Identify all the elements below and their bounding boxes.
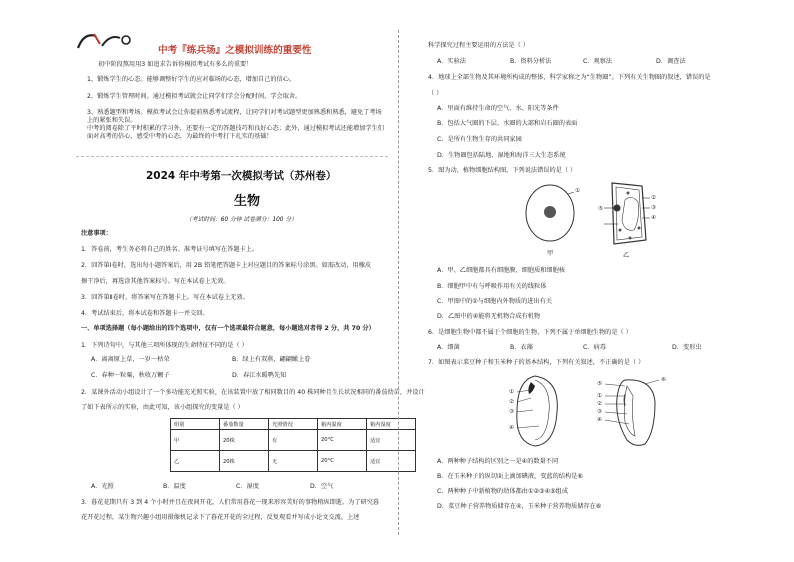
cell-mark-2: ② (651, 195, 656, 201)
q4-option-c: C．是所有生物生存的共同家园 (437, 136, 522, 143)
q7-option-b: B．在玉米种子的纵切面上滴加碘液，变蓝的结构是⑥ (437, 473, 583, 480)
seed-mark-r3: ③ (597, 409, 602, 415)
q2-option-a: A．光照 (91, 483, 114, 490)
q4-option-d: D．生物圈包括陆地、湿地和海洋三大生态系统 (437, 152, 566, 159)
q3-stem-1: 3．暮花花期只有 3 到 4 个小时并且在夜间开花，人们常用暮花一现来形容美好的事物稍纵即逝。为了研究暮 (81, 499, 380, 506)
seed-mark-l2: ② (509, 399, 514, 405)
q2-option-c: C．湿度 (236, 483, 259, 490)
q2-stem-1: 2．某课外活动小组设计了一个多功能充光照实验，在该装置中放了相同数目的 40 株同种且生长状况相同的番茄幼苗，并设计 (81, 389, 425, 396)
table-row (171, 430, 416, 451)
intro-p3: 3、熟悉题型和考场。模拟考试会让你提前熟悉考试流程，让同学们对考试题型更加熟悉和熟悉，避免了考场上的紧张和失误。 (87, 109, 382, 124)
q1-option-d: D．春江水暖鸭先知 (232, 372, 287, 379)
cell-mark-1: ① (575, 188, 580, 194)
table-header: 光照情况 (269, 419, 318, 430)
table-cell: 适宜 (367, 451, 416, 472)
q7-option-c: C．两种种子中新植物的幼体都由①②③④⑤组成 (437, 488, 569, 495)
intro-p4: 中考的阅卷除了平时积累的学习外，还要有一定的答题技巧和良好心态；此外，通过模拟考试还能增加学生们面对高考的信心，感受中考的心态，为最终的中考打下扎实的基础！ (87, 125, 384, 140)
q7-option-a: A．两种种子结构的区别之一是④的数量不同 (437, 458, 559, 465)
table-cell: 无 (269, 451, 318, 472)
q6-option-b: B．衣藻 (510, 344, 533, 351)
cell-mark-3: ③ (651, 205, 656, 211)
table-cell: 20°C (318, 451, 367, 472)
table-cell: 适宜 (367, 430, 416, 451)
notice-2b: 擦干净后，再选涂其他答案标号。写在本试卷上无效。 (81, 278, 230, 285)
q5-option-a: A．甲、乙细胞都具有细胞膜、细胞质和细胞核 (437, 267, 565, 274)
table-cell: 乙 (171, 451, 220, 472)
notice-2: 2．回答第Ⅰ卷时，选出每小题答案后，用 2B 铅笔把答题卡上对应题目的答案标号涂黑。如需改动，用橡皮 (81, 262, 372, 269)
q2-table (170, 418, 416, 472)
column-divider (398, 30, 399, 535)
q5-option-d: D．乙图中的④能将无机物合成有机物 (437, 313, 541, 320)
cell-label-yi: 乙 (623, 252, 630, 259)
q7-option-d: D．菜豆种子营养物质储存在④，玉米种子营养物质储存在⑥ (437, 503, 602, 510)
notice-4: 4．考试结束后，将本试卷和答题卡一并交回。 (81, 310, 209, 317)
animal-cell (526, 185, 574, 241)
exam-meta: （考试时间：60 分钟 试卷满分：100 分） (186, 217, 297, 223)
table-header-row (171, 419, 416, 430)
table-header: 组别 (171, 419, 220, 430)
q7-stem: 7．如图表示菜豆种子和玉米种子的基本结构，下列有关叙述，不正确的是（ ） (428, 359, 645, 366)
cell-mark-5: ⑤ (598, 206, 603, 212)
q5-option-c: C．甲图中的①与细胞内外物质的进出有关 (437, 298, 553, 305)
table-cell: 20株 (220, 430, 269, 451)
q4-option-a: A．里面有维持生命的空气、水、阳光等条件 (437, 105, 559, 112)
cell-diagram (520, 178, 670, 263)
table-cell: 有 (269, 430, 318, 451)
q3-stem-2: 花开花过程，某生物兴趣小组用摄像机记录下了暮花开花的全过程，反复观看并写成小论文交流，上述 (81, 514, 360, 521)
q1-option-c: C．春种一粒粟，秋收万颗子 (91, 372, 170, 379)
q4-stem-2: （ ） (428, 90, 443, 97)
q5-stem: 5．图为动、植物细胞结构图，下列说法错误的是（ ） (428, 167, 577, 174)
q3-option-b: B．资料分析法 (510, 58, 552, 65)
q5-option-b: B．细胞甲中有与呼吸作用有关的线粒体 (437, 283, 547, 290)
table-header: 箱内温度 (318, 419, 367, 430)
intro-lead: 初中阶段熬用用3 如追求告诉你模拟考试有多么的重要！ (98, 61, 253, 68)
notice-title: 注意事项： (81, 230, 112, 237)
cell-mark-4: ④ (651, 215, 656, 221)
corn-seed (617, 380, 655, 445)
q3-tail: 科学探究过程主要运用的方法是（ ） (428, 42, 529, 49)
seed-mark-l4: ④ (509, 425, 514, 431)
seed-mark-6: ⑥ (661, 377, 666, 383)
q1-stem: 1．下列诗句中，与其他三项所体现的生命特征不同的是（ ） (81, 342, 248, 349)
exam-title: 2024 年中考第一次模拟考试（苏州卷） (146, 170, 337, 182)
q4-stem-1: 4．地球上全部生物及其环境所构成的整体，科学家称之为“生物圈”。下列有关生物圈的叙述，错误的是 (428, 74, 711, 81)
seed-mark-r5: ⑤ (597, 381, 602, 387)
q3-option-c: C．观察法 (583, 58, 613, 65)
q3-option-a: A．实验法 (437, 58, 466, 65)
table-row (171, 451, 416, 472)
exam-subject: 生物 (234, 194, 261, 209)
q1-option-a: A．离离原上草，一岁一枯荣 (91, 356, 170, 363)
cell-label-jia: 甲 (547, 250, 554, 257)
intro-p2: 2、锻炼学生管理时间。通过模拟考试就会让同学们学会分配时间，学会取舍。 (87, 93, 302, 100)
q6-stem: 6．是细胞生物中都不属于个细胞的生物，下列不属于单细胞生物的是（ ） (428, 329, 632, 336)
q6-option-d: D．变形虫 (672, 344, 702, 351)
seed-diagram (505, 372, 675, 452)
q4-option-b: B．包括大气圈的下层、水圈的大部和岩石圈的表面 (437, 120, 578, 127)
brand-tagline: 中考『练兵场』之模拟训练的重要性 (158, 45, 312, 56)
q6-option-a: A．细菌 (437, 344, 460, 351)
q1-option-b: B．绿上有双燕，翩翩瞰上眷 (232, 356, 311, 363)
table-cell: 20株 (220, 451, 269, 472)
notice-3: 3．回答第Ⅱ卷时，将答案写在答题卡上。写在本试卷上无效。 (81, 294, 249, 301)
table-cell: 20°C (318, 430, 367, 451)
table-header: 箱内湿度 (367, 419, 416, 430)
table-header: 番茄数量 (220, 419, 269, 430)
notice-1: 1．答卷前，考生务必将自己的姓名、准考证号填写在答题卡上。 (81, 246, 259, 253)
intro-p1: 1、锻炼学生的心态。能够调整好学生的应对临场的心态，增加自己的信心。 (87, 76, 296, 83)
plant-cell (612, 183, 646, 244)
seed-mark-l3: ③ (509, 409, 514, 415)
q3-option-d: D．调查法 (656, 58, 686, 65)
seed-mark-r2: ② (597, 401, 602, 407)
q2-option-b: B．温度 (163, 483, 186, 490)
seed-mark-r1: ① (597, 393, 602, 399)
q2-stem-2: 了如下表所示的实验，由此可知，该小组探究的变量是（ ） (81, 404, 244, 411)
seed-mark-r4: ④ (597, 417, 602, 423)
q2-option-d: D．空气 (310, 483, 334, 490)
seed-mark-l1: ① (509, 389, 514, 395)
table-cell: 甲 (171, 430, 220, 451)
section-1-title: 一、单项选择题（每小题给出的四个选项中，仅有一个选项最符合题意，每小题选对者得 2 分，共 70 分） (81, 325, 375, 332)
q6-option-c: C．病毒 (583, 344, 606, 351)
bean-seed (517, 376, 558, 446)
